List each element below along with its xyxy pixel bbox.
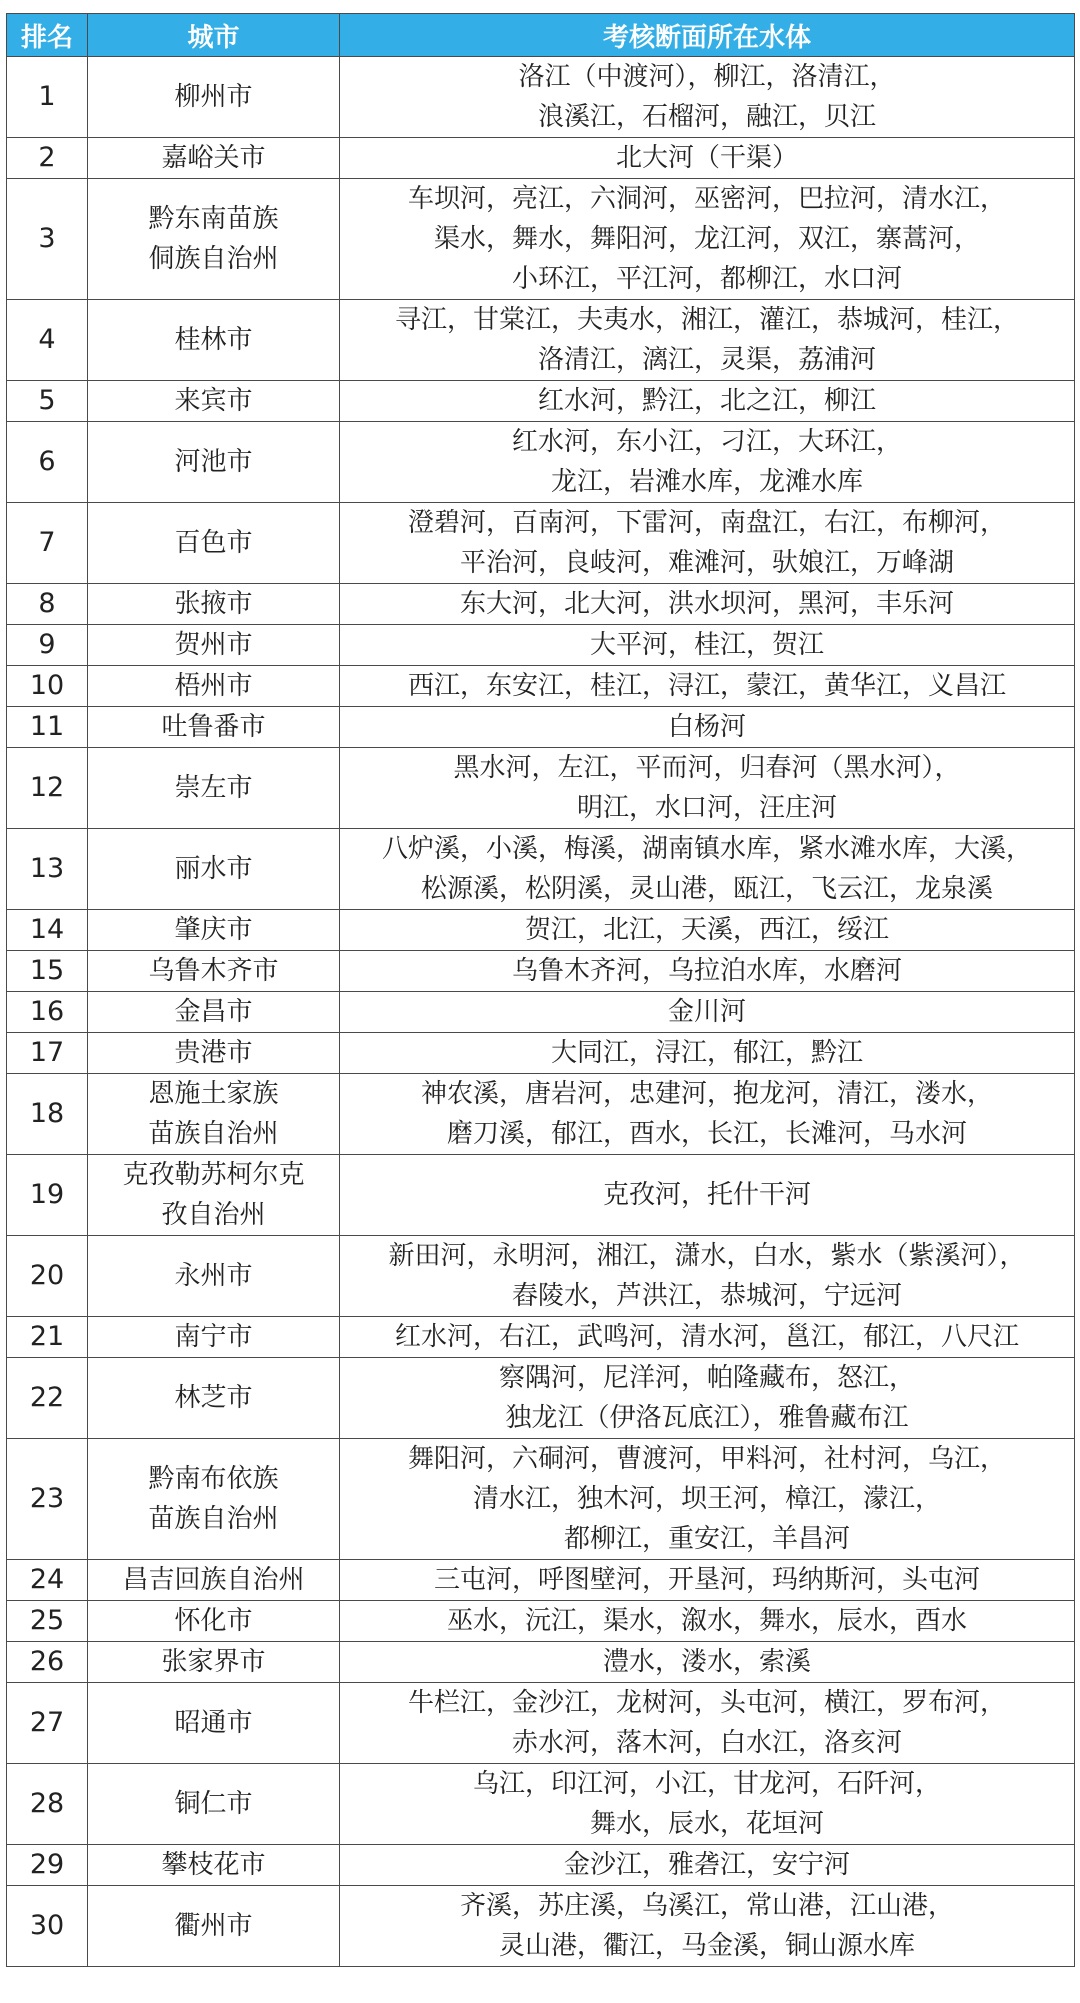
city-line: 河池市 [174, 447, 253, 477]
water-cell [340, 1317, 1075, 1358]
city-cell [88, 829, 340, 910]
city-cell [88, 1033, 340, 1074]
city-line: 桂林市 [174, 325, 253, 355]
water-line: 车坝河，亮江，六洞河，巫密河，巴拉河，清水江， [407, 184, 1006, 214]
water-line: 小环江，平江河，都柳江，水口河 [511, 264, 902, 294]
water-line: 察隅河，尼洋河，帕隆藏布，怒江， [498, 1363, 915, 1393]
table-row [7, 1236, 1075, 1317]
water-cell [340, 1886, 1075, 1967]
water-line: 贺江，北江，天溪，西江，绥江 [524, 915, 889, 945]
city-line: 苗族自治州 [148, 1504, 279, 1534]
water-line: 红水河，黔江，北之江，柳江 [537, 386, 876, 416]
water-cell [340, 829, 1075, 910]
city-line: 柳州市 [174, 82, 253, 112]
city-line: 贵港市 [174, 1038, 253, 1068]
table-row [7, 625, 1075, 666]
city-cell [88, 503, 340, 584]
rank-cell: 21 [7, 1317, 88, 1358]
ranking-table-container [6, 13, 1074, 1967]
city-cell [88, 1236, 340, 1317]
table-row [7, 138, 1075, 179]
rank-cell: 23 [7, 1439, 88, 1560]
water-cell [340, 707, 1075, 748]
water-line: 牛栏江，金沙江，龙树河，头屯河，横江，罗布河， [407, 1688, 1006, 1718]
table-row [7, 503, 1075, 584]
water-cell [340, 1683, 1075, 1764]
water-line: 神农溪，唐岩河，忠建河，抱龙河，清江，溇水， [420, 1079, 993, 1109]
city-cell [88, 381, 340, 422]
table-row [7, 910, 1075, 951]
water-line: 渠水，舞水，舞阳河，龙江河，双江，寨蒿河， [433, 224, 980, 254]
water-cell [340, 666, 1075, 707]
city-line: 来宾市 [174, 386, 253, 416]
table-row [7, 992, 1075, 1033]
water-cell [340, 1601, 1075, 1642]
table-row [7, 1155, 1075, 1236]
city-cell [88, 1560, 340, 1601]
table-row [7, 1642, 1075, 1683]
rank-cell: 5 [7, 381, 88, 422]
city-cell [88, 910, 340, 951]
city-line: 南宁市 [174, 1322, 253, 1352]
city-cell [88, 748, 340, 829]
table-row [7, 179, 1075, 300]
city-cell [88, 992, 340, 1033]
city-cell [88, 300, 340, 381]
water-line: 巫水，沅江，渠水，溆水，舞水，辰水，酉水 [446, 1606, 967, 1636]
water-cell [340, 1439, 1075, 1560]
water-cell [340, 951, 1075, 992]
rank-cell: 12 [7, 748, 88, 829]
table-row [7, 1074, 1075, 1155]
water-line: 大同江，浔江，郁江，黔江 [550, 1038, 863, 1068]
city-line: 衢州市 [174, 1911, 253, 1941]
water-cell [340, 1560, 1075, 1601]
rank-cell: 13 [7, 829, 88, 910]
water-line: 东大河，北大河，洪水坝河，黑河，丰乐河 [459, 589, 954, 619]
water-cell [340, 138, 1075, 179]
city-cell [88, 1886, 340, 1967]
water-cell [340, 992, 1075, 1033]
water-line: 浪溪江，石榴河，融江，贝江 [537, 102, 876, 132]
water-cell [340, 57, 1075, 138]
city-cell [88, 625, 340, 666]
rank-cell: 9 [7, 625, 88, 666]
city-line: 崇左市 [174, 773, 253, 803]
water-line: 澄碧河，百南河，下雷河，南盘江，右江，布柳河， [407, 508, 1006, 538]
table-row [7, 422, 1075, 503]
rank-cell: 7 [7, 503, 88, 584]
rank-cell: 6 [7, 422, 88, 503]
table-row [7, 1601, 1075, 1642]
rank-cell: 3 [7, 179, 88, 300]
water-cell [340, 1764, 1075, 1845]
city-cell [88, 57, 340, 138]
rank-cell: 4 [7, 300, 88, 381]
ranking-table [6, 13, 1075, 1967]
city-line: 贺州市 [174, 630, 253, 660]
table-row [7, 707, 1075, 748]
header-row [7, 14, 1075, 57]
table-row [7, 381, 1075, 422]
city-line: 恩施土家族 [148, 1079, 279, 1109]
rank-cell: 18 [7, 1074, 88, 1155]
water-line: 寻江，甘棠江，夫夷水，湘江，灌江，恭城河，桂江， [394, 305, 1019, 335]
rank-cell: 19 [7, 1155, 88, 1236]
water-cell [340, 1358, 1075, 1439]
table-row [7, 1886, 1075, 1967]
city-cell [88, 1845, 340, 1886]
water-line: 红水河，东小江，刁江，大环江， [511, 427, 902, 457]
city-line: 孜自治州 [161, 1200, 266, 1230]
rank-cell: 14 [7, 910, 88, 951]
table-row [7, 1845, 1075, 1886]
city-cell [88, 1439, 340, 1560]
city-cell [88, 1642, 340, 1683]
rank-cell: 28 [7, 1764, 88, 1845]
rank-cell: 29 [7, 1845, 88, 1886]
water-line: 澧水，溇水，索溪 [602, 1647, 811, 1677]
city-line: 梧州市 [174, 671, 253, 701]
water-line: 舞阳河，六硐河，曹渡河，甲料河，社村河，乌江， [407, 1444, 1006, 1474]
city-cell [88, 1764, 340, 1845]
header-rank: 排名 [7, 14, 88, 57]
table-row [7, 951, 1075, 992]
city-line: 黔东南苗族 [148, 204, 279, 234]
rank-cell: 11 [7, 707, 88, 748]
table-row [7, 1033, 1075, 1074]
water-cell [340, 1236, 1075, 1317]
rank-cell: 27 [7, 1683, 88, 1764]
water-line: 克孜河，托什干河 [602, 1180, 811, 1210]
table-body [7, 57, 1075, 1967]
water-line: 黑水河，左江，平而河，归春河（黑水河）， [453, 753, 961, 783]
water-line: 大平河，桂江，贺江 [589, 630, 824, 660]
city-cell [88, 1155, 340, 1236]
water-line: 金川河 [667, 997, 746, 1027]
table-row [7, 300, 1075, 381]
water-line: 赤水河，落木河，白水江，洛亥河 [511, 1728, 902, 1758]
rank-cell: 25 [7, 1601, 88, 1642]
rank-cell: 26 [7, 1642, 88, 1683]
water-line: 西江，东安江，桂江，浔江，蒙江，黄华江，义昌江 [407, 671, 1006, 701]
city-cell [88, 666, 340, 707]
table-row [7, 1358, 1075, 1439]
water-line: 灵山港，衢江，马金溪，铜山源水库 [498, 1931, 915, 1961]
city-cell [88, 1358, 340, 1439]
header-water: 考核断面所在水体 [340, 14, 1075, 57]
water-cell [340, 1845, 1075, 1886]
city-cell [88, 951, 340, 992]
city-cell [88, 179, 340, 300]
water-cell [340, 422, 1075, 503]
city-line: 丽水市 [174, 854, 253, 884]
water-line: 平治河，良岐河，难滩河，驮娘江，万峰湖 [459, 548, 954, 578]
rank-cell: 24 [7, 1560, 88, 1601]
city-cell [88, 707, 340, 748]
city-line: 攀枝花市 [161, 1850, 266, 1880]
rank-cell: 15 [7, 951, 88, 992]
water-line: 都柳江，重安江，羊昌河 [563, 1524, 850, 1554]
table-row [7, 1764, 1075, 1845]
city-line: 肇庆市 [174, 915, 253, 945]
water-line: 清水江，独木河，坝王河，樟江，濛江， [472, 1484, 941, 1514]
water-line: 乌江，印江河，小江，甘龙河，石阡河， [472, 1769, 941, 1799]
city-cell [88, 422, 340, 503]
water-cell [340, 625, 1075, 666]
city-line: 怀化市 [174, 1606, 253, 1636]
water-cell [340, 1642, 1075, 1683]
city-line: 黔南布依族 [148, 1464, 279, 1494]
water-cell [340, 503, 1075, 584]
city-line: 铜仁市 [174, 1789, 253, 1819]
water-line: 独龙江（伊洛瓦底江），雅鲁藏布江 [505, 1403, 909, 1433]
water-line: 洛清江，漓江，灵渠，荔浦河 [537, 345, 876, 375]
city-line: 张掖市 [174, 589, 253, 619]
water-line: 磨刀溪，郁江，酉水，长江，长滩河，马水河 [446, 1119, 967, 1149]
water-cell [340, 1074, 1075, 1155]
header-city: 城市 [88, 14, 340, 57]
table-row [7, 1683, 1075, 1764]
city-line: 吐鲁番市 [161, 712, 266, 742]
rank-cell: 10 [7, 666, 88, 707]
water-cell [340, 584, 1075, 625]
city-line: 百色市 [174, 528, 253, 558]
water-line: 乌鲁木齐河，乌拉泊水库，水磨河 [511, 956, 902, 986]
water-line: 龙江，岩滩水库，龙滩水库 [550, 467, 863, 497]
water-line: 北大河（干渠） [615, 143, 798, 173]
table-row [7, 1560, 1075, 1601]
rank-cell: 1 [7, 57, 88, 138]
city-cell [88, 1317, 340, 1358]
table-row [7, 1317, 1075, 1358]
water-line: 八炉溪，小溪，梅溪，湖南镇水库，紧水滩水库，大溪， [381, 834, 1032, 864]
table-row [7, 829, 1075, 910]
water-line: 舂陵水，芦洪江，恭城河，宁远河 [511, 1281, 902, 1311]
rank-cell: 8 [7, 584, 88, 625]
table-header [7, 14, 1075, 57]
city-cell [88, 138, 340, 179]
rank-cell: 16 [7, 992, 88, 1033]
rank-cell: 2 [7, 138, 88, 179]
water-cell [340, 1033, 1075, 1074]
water-line: 红水河，右江，武鸣河，清水河，邕江，郁江，八尺江 [394, 1322, 1019, 1352]
water-cell [340, 381, 1075, 422]
water-cell [340, 748, 1075, 829]
city-line: 侗族自治州 [148, 244, 279, 274]
rank-cell: 20 [7, 1236, 88, 1317]
rank-cell: 30 [7, 1886, 88, 1967]
rank-cell: 22 [7, 1358, 88, 1439]
city-line: 金昌市 [174, 997, 253, 1027]
water-line: 舞水，辰水，花垣河 [589, 1809, 824, 1839]
water-line: 明江，水口河，汪庄河 [576, 793, 837, 823]
table-row [7, 666, 1075, 707]
table-row [7, 584, 1075, 625]
city-line: 乌鲁木齐市 [148, 956, 279, 986]
city-line: 张家界市 [161, 1647, 266, 1677]
water-cell [340, 1155, 1075, 1236]
city-line: 昭通市 [174, 1708, 253, 1738]
city-line: 苗族自治州 [148, 1119, 279, 1149]
water-cell [340, 300, 1075, 381]
city-line: 克孜勒苏柯尔克 [122, 1160, 305, 1190]
city-line: 永州市 [174, 1261, 253, 1291]
water-line: 洛江（中渡河），柳江，洛清江， [518, 62, 896, 92]
water-cell [340, 910, 1075, 951]
city-line: 林芝市 [174, 1383, 253, 1413]
city-line: 昌吉回族自治州 [122, 1565, 305, 1595]
city-cell [88, 1074, 340, 1155]
city-cell [88, 584, 340, 625]
city-line: 嘉峪关市 [161, 143, 266, 173]
table-row [7, 748, 1075, 829]
rank-cell: 17 [7, 1033, 88, 1074]
water-line: 金沙江，雅砻江，安宁河 [563, 1850, 850, 1880]
water-line: 白杨河 [667, 712, 746, 742]
water-line: 新田河，永明河，湘江，潇水，白水，紫水（紫溪河）， [388, 1241, 1026, 1271]
table-row [7, 1439, 1075, 1560]
water-line: 三屯河，呼图壁河，开垦河，玛纳斯河，头屯河 [433, 1565, 980, 1595]
water-line: 齐溪，苏庄溪，乌溪江，常山港，江山港， [459, 1891, 954, 1921]
city-cell [88, 1683, 340, 1764]
city-cell [88, 1601, 340, 1642]
table-row [7, 57, 1075, 138]
water-line: 松源溪，松阴溪，灵山港，瓯江，飞云江，龙泉溪 [420, 874, 993, 904]
water-cell [340, 179, 1075, 300]
